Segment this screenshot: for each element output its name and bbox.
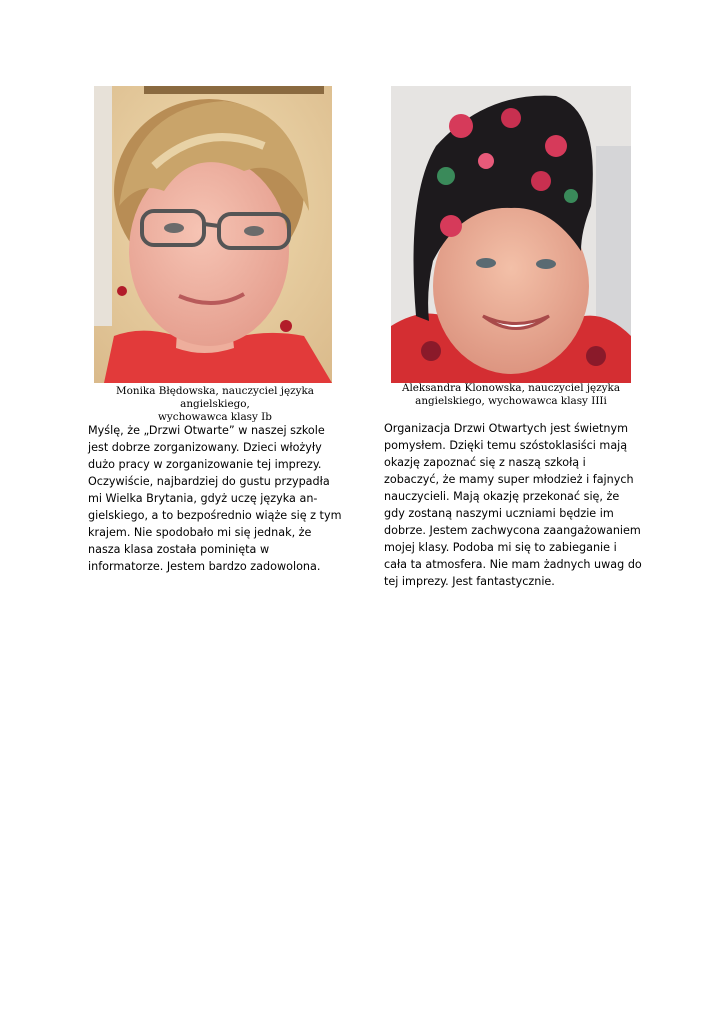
text-line: dobrze. Jestem zachwycona zaangażowaniem bbox=[384, 524, 641, 537]
statement-text-left bbox=[88, 422, 346, 575]
caption-line: Aleksandra Klonowska, nauczyciel języka bbox=[401, 382, 621, 394]
statement-text-right bbox=[384, 420, 642, 590]
text-line: nauczycieli. Mają okazję przekonać się, że bbox=[384, 490, 620, 503]
teacher-photo-left bbox=[94, 86, 332, 383]
text-line: Oczywiście, najbardziej do gustu przypadła bbox=[88, 475, 330, 488]
text-line: Organizacja Drzwi Otwartych jest świetnym bbox=[384, 422, 628, 435]
text-line: okazję zapoznać się z naszą szkołą i bbox=[384, 456, 586, 469]
text-line: gdy zostaną naszymi uczniami będzie im bbox=[384, 507, 614, 520]
caption-line: Monika Błędowska, nauczyciel języka angielskiego, bbox=[116, 385, 314, 410]
text-line: dużo pracy w zorganizowanie tej imprezy. bbox=[88, 458, 322, 471]
teacher-photo-right bbox=[391, 86, 631, 383]
text-line: Myślę, że „Drzwi Otwarte” w naszej szkole bbox=[88, 424, 325, 437]
text-line: informatorze. Jestem bardzo zadowolona. bbox=[88, 560, 321, 573]
portrait-image bbox=[94, 86, 332, 383]
caption-line: angielskiego, wychowawca klasy IIIi bbox=[415, 395, 607, 407]
portrait-image bbox=[391, 86, 631, 383]
text-line: mojej klasy. Podoba mi się to zabieganie i bbox=[384, 541, 617, 554]
photo-caption-left bbox=[86, 385, 344, 424]
text-line: krajem. Nie spodobało mi się jednak, że bbox=[88, 526, 312, 539]
text-line: nasza klasa została pominięta w bbox=[88, 543, 270, 556]
caption-line: wychowawca klasy Ib bbox=[158, 411, 272, 423]
text-line: jest dobrze zorganizowany. Dzieci włożyły bbox=[88, 441, 322, 454]
text-line: gielskiego, a to bezpośrednio wiąże się z tym bbox=[88, 509, 342, 522]
text-line: pomysłem. Dzięki temu szóstoklasiści mają bbox=[384, 439, 628, 452]
text-line: tej imprezy. Jest fantastycznie. bbox=[384, 575, 555, 588]
photo-caption-right bbox=[382, 382, 640, 408]
text-line: mi Wielka Brytania, gdyż uczę języka an- bbox=[88, 492, 318, 505]
text-line: zobaczyć, że mamy super młodzież i fajnych bbox=[384, 473, 634, 486]
text-line: cała ta atmosfera. Nie mam żadnych uwag do bbox=[384, 558, 642, 571]
